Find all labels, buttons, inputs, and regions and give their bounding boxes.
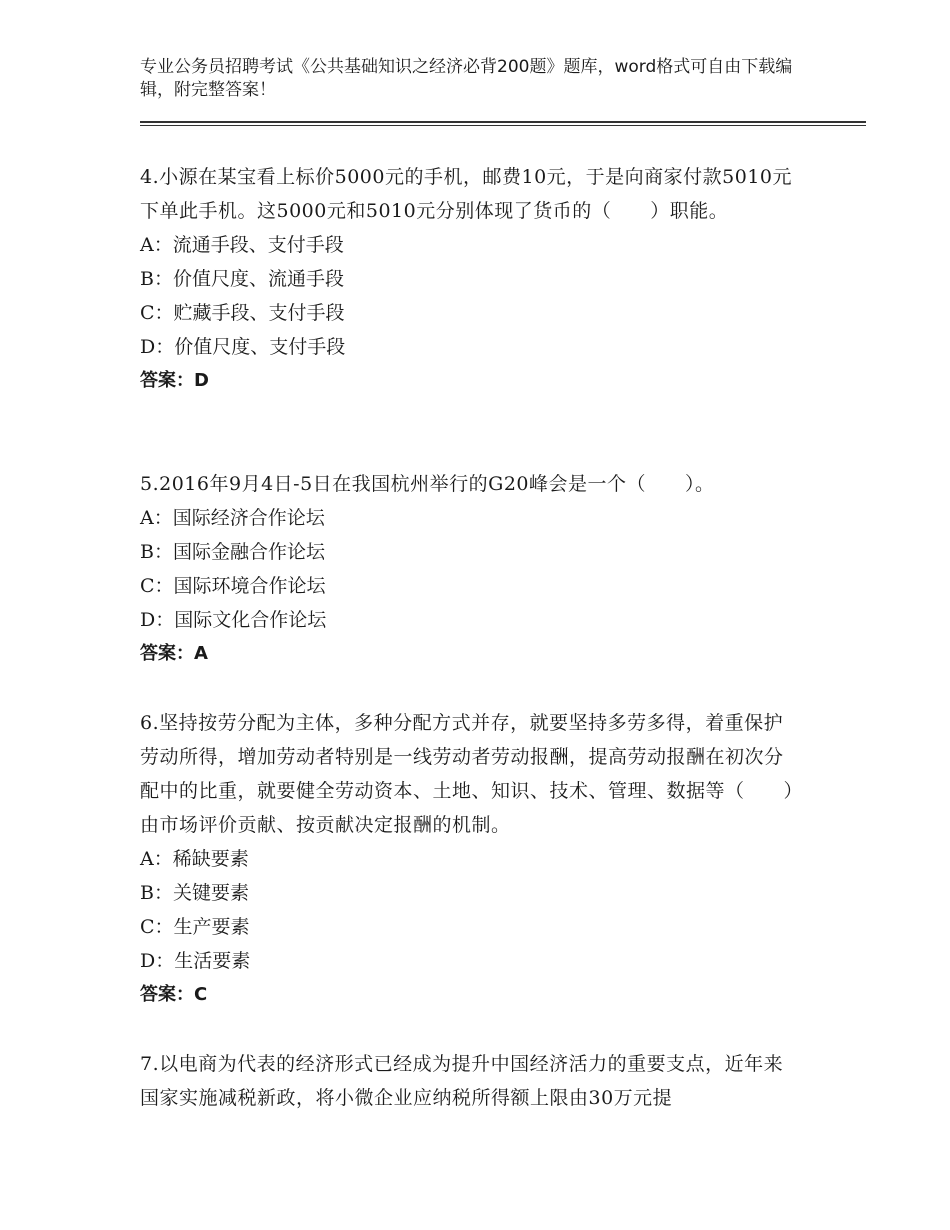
option-a: A：流通手段、支付手段 bbox=[140, 234, 344, 256]
option-c: C：国际环境合作论坛 bbox=[140, 575, 326, 597]
option-b: B：价值尺度、流通手段 bbox=[140, 268, 344, 290]
header-divider-thin bbox=[140, 125, 866, 126]
question-stem: 6.坚持按劳分配为主体，多种分配方式并存，就要坚持多劳多得，着重保护劳动所得，增加劳动者特别是一线劳动者劳动报酬，提高劳动报酬在初次分配中的比重，就要健全劳动资本、土地、知识、技术、管理、数据等（ ）由市场评价贡献、按贡献决定报酬的机制。 bbox=[140, 712, 794, 836]
option-d: D：价值尺度、支付手段 bbox=[140, 336, 346, 358]
answer: 答案：A bbox=[140, 643, 208, 664]
option-c: C：生产要素 bbox=[140, 916, 250, 938]
question-stem: 7.以电商为代表的经济形式已经成为提升中国经济活力的重要支点，近年来国家实施减税新政，将小微企业应纳税所得额上限由30万元提 bbox=[140, 1053, 784, 1109]
option-c: C：贮藏手段、支付手段 bbox=[140, 302, 345, 324]
question-7 bbox=[140, 1047, 800, 1115]
question-stem: 5.2016年9月4日-5日在我国杭州举行的G20峰会是一个（ ）。 bbox=[140, 473, 715, 495]
answer: 答案：C bbox=[140, 984, 208, 1005]
header-divider bbox=[140, 121, 866, 123]
question-4 bbox=[140, 160, 800, 398]
question-5 bbox=[140, 467, 800, 671]
option-b: B：国际金融合作论坛 bbox=[140, 541, 325, 563]
option-b: B：关键要素 bbox=[140, 882, 249, 904]
option-d: D：国际文化合作论坛 bbox=[140, 609, 327, 631]
answer: 答案：D bbox=[140, 370, 209, 391]
question-6 bbox=[140, 706, 800, 1012]
question-stem: 4.小源在某宝看上标价5000元的手机，邮费10元，于是向商家付款5010元下单此手机。这5000元和5010元分别体现了货币的（ ）职能。 bbox=[140, 166, 793, 222]
document-header: 专业公务员招聘考试《公共基础知识之经济必背200题》题库，word格式可自由下载编辑，附完整答案！ bbox=[140, 57, 793, 100]
option-a: A：国际经济合作论坛 bbox=[140, 507, 325, 529]
option-a: A：稀缺要素 bbox=[140, 848, 249, 870]
option-d: D：生活要素 bbox=[140, 950, 251, 972]
